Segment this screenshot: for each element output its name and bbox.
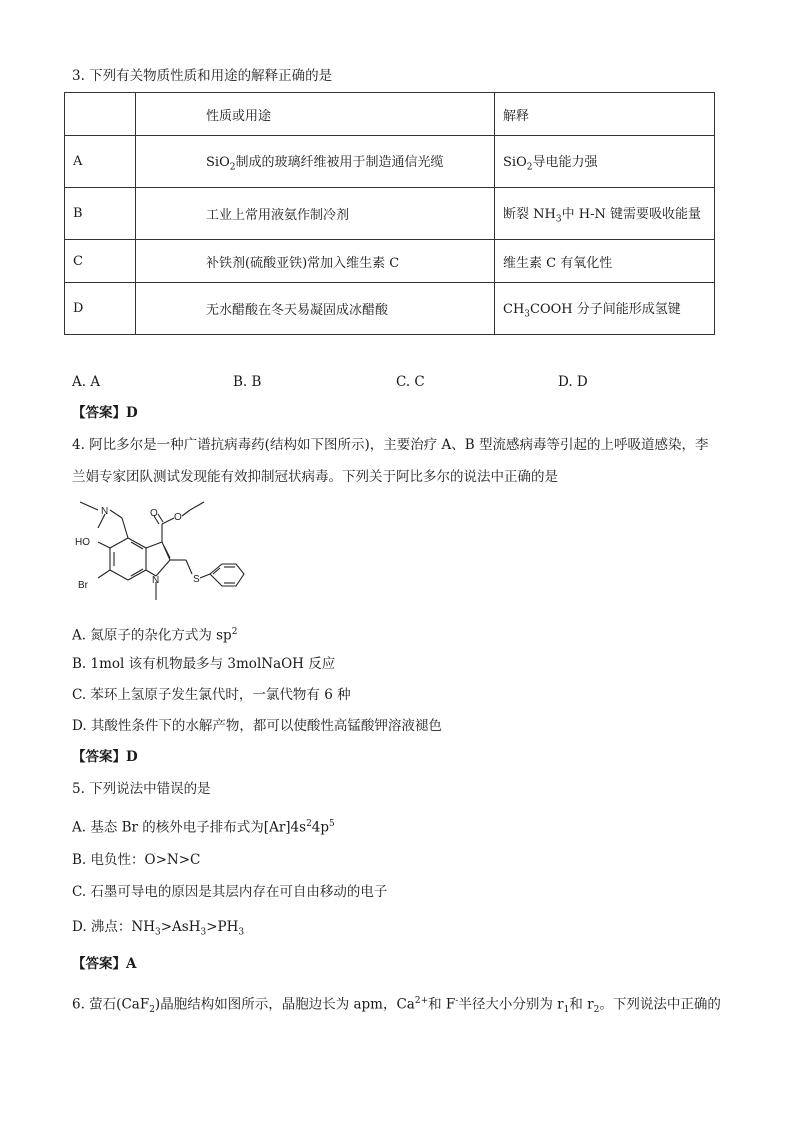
table-row (65, 283, 715, 335)
q4-answer: 【答案】D (72, 749, 138, 765)
row-label: A (65, 136, 136, 188)
q3-table (64, 92, 715, 335)
arbidol-structure-diagram (70, 500, 260, 615)
row-label: B (65, 188, 136, 240)
mol-label-n-amine: N (101, 506, 109, 517)
q3-answer: 【答案】D (72, 405, 138, 421)
row-use: SiO$_2$制成的玻璃纤维被用于制造通信光缆 (136, 136, 495, 188)
table-header-row (65, 93, 715, 136)
table-row (65, 136, 715, 188)
mol-label-ho: HO (75, 537, 90, 548)
row-explanation: $CH_3COOH$ 分子间能形成氢键 (495, 283, 715, 335)
q4-option-a: A. 氮原子的杂化方式为 $sp^2$ (72, 627, 238, 644)
q4-stem-line2: 兰娟专家团队测试发现能有效抑制冠状病毒。下列关于阿比多尔的说法中正确的是 (72, 469, 558, 485)
q5-stem: 5. 下列说法中错误的是 (72, 781, 211, 797)
q5-option-a: A. 基态 Br 的核外电子排布式为$[Ar]4s^24p^5$ (72, 819, 335, 836)
header-col1 (65, 93, 136, 136)
header-col2: 性质或用途 (136, 93, 495, 136)
row-explanation: 维生素 C 有氧化性 (495, 240, 715, 283)
row-use: 工业上常用液氨作制冷剂 (136, 188, 495, 240)
q5-option-c: C. 石墨可导电的原因是其层内存在可自由移动的电子 (72, 884, 388, 900)
mol-label-o-carbonyl: O (150, 508, 158, 519)
q4-option-d: D. 其酸性条件下的水解产物，都可以使酸性高锰酸钾溶液褪色 (72, 718, 442, 734)
q4-option-b: B. 1mol 该有机物最多与 3molNaOH 反应 (72, 656, 336, 672)
q3-option-a: A. A (72, 374, 101, 390)
q3-stem: 3. 下列有关物质性质和用途的解释正确的是 (72, 68, 333, 84)
table-row (65, 188, 715, 240)
mol-label-s: S (193, 574, 200, 585)
header-col3: 解释 (495, 93, 715, 136)
q6-stem: 6. 萤石(CaF$_2$)晶胞结构如图所示，晶胞边长为 apm，$Ca^{2+}$和 F-半径大小分别为 $r_1$和 $r_2$。下列说法中正确的 (72, 996, 721, 1016)
q3-option-d: D. D (558, 374, 588, 390)
mol-label-n-ring: N (152, 575, 160, 586)
q5-option-d: D. 沸点：$NH_3>AsH_3>PH_3$ (72, 919, 245, 938)
q4-stem-line1: 4. 阿比多尔是一种广谱抗病毒药(结构如下图所示)，主要治疗 A、B 型流感病毒等引起的上呼吸道感染，李 (72, 437, 709, 453)
q3-option-b: B. B (233, 374, 262, 390)
mol-label-o-ester: O (174, 512, 182, 523)
row-label: C (65, 240, 136, 283)
row-use: 无水醋酸在冬天易凝固成冰醋酸 (136, 283, 495, 335)
q5-answer: 【答案】A (72, 956, 137, 972)
q3-option-c: C. C (396, 374, 425, 390)
q5-option-b: B. 电负性：O>N>C (72, 852, 201, 868)
row-label: D (65, 283, 136, 335)
q4-option-c: C. 苯环上氢原子发生氯代时，一氯代物有 6 种 (72, 687, 351, 703)
table-row (65, 240, 715, 283)
mol-label-br: Br (78, 580, 88, 591)
row-use: 补铁剂(硫酸亚铁)常加入维生素 C (136, 240, 495, 283)
row-explanation: 断裂 $NH_3$中 H-N 键需要吸收能量 (495, 188, 715, 240)
row-explanation: SiO$_2$导电能力强 (495, 136, 715, 188)
